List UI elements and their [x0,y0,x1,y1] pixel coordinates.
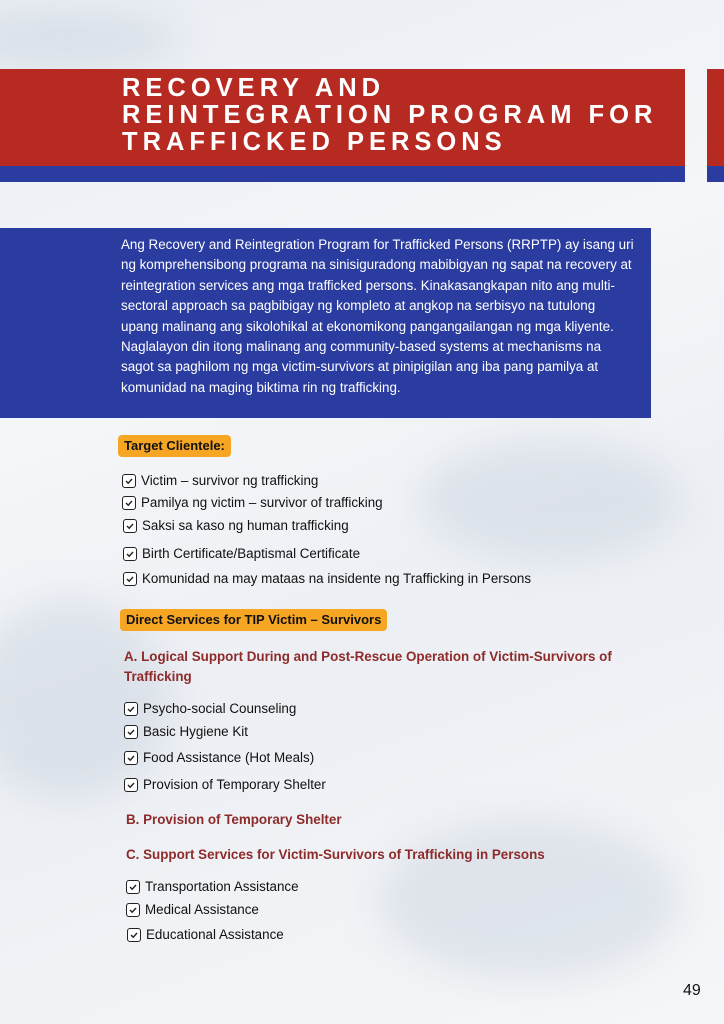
checkbox-icon [123,572,137,586]
section-b-title: B. Provision of Temporary Shelter [126,812,342,827]
background-texture [420,440,680,560]
checkbox-icon [123,519,137,533]
background-texture [380,820,680,980]
checkbox-icon [124,778,138,792]
list-item-label: Komunidad na may mataas na insidente ng Trafficking in Persons [142,571,532,586]
page-number: 49 [683,982,701,999]
list-item-label: Saksi sa kaso ng human trafficking [142,518,349,533]
list-item-label: Educational Assistance [146,927,284,942]
section-a-title: A. Logical Support During and Post-Rescue Operation of Victim-Survivors of Trafficking [124,649,612,684]
checkbox-icon [126,903,140,917]
intro-text: Ang Recovery and Reintegration Program for Trafficked Persons (RRPTP) ay isang uri ng komprehensibong programa na sinisiguradong mabibigyan ng sapat na recovery at reintegration services ang mga trafficked persons. Kinakasangkapan nito ang multi-sectoral approach sa pagbibigay ng kompleto at angkop na serbisyo na tutulong upang malinang ang sikolohikal at ekonomikong pangangailangan ng mga kliyente. Naglalayon din itong malinang ang community-based systems at mechanisms na sagot sa paghilom ng mga victim-survivors at pinipigilan ang iba pang pamilya at komunidad na maging biktima rin ng trafficking. [121,237,634,395]
list-item [122,495,383,510]
checkbox-icon [127,928,141,942]
list-item-label: Basic Hygiene Kit [143,724,248,739]
checkbox-icon [124,751,138,765]
list-item [124,750,314,765]
header-red-band-right [707,69,724,166]
target-clientele-label: Target Clientele: [118,435,231,457]
list-item [122,473,318,488]
header-blue-strip-right [707,166,724,182]
list-item-label: Psycho-social Counseling [143,701,297,716]
intro-panel [0,228,651,418]
checkbox-icon [123,547,137,561]
direct-services-label: Direct Services for TIP Victim – Survivors [120,609,387,631]
list-item [126,879,299,894]
checkbox-icon [122,496,136,510]
checkbox-icon [124,702,138,716]
checkbox-icon [124,725,138,739]
list-item [126,902,259,917]
section-c-title: C. Support Services for Victim-Survivors of Trafficking in Persons [126,847,545,862]
list-item [123,546,360,561]
list-item-label: Victim – survivor ng trafficking [141,473,319,488]
list-item [123,518,349,533]
list-item [124,777,326,792]
header-blue-strip [0,166,685,182]
checkbox-icon [122,474,136,488]
list-item [124,701,296,716]
list-item-label: Food Assistance (Hot Meals) [143,750,315,765]
list-item-label: Provision of Temporary Shelter [143,777,326,792]
list-item-label: Medical Assistance [145,902,259,917]
checkbox-icon [126,880,140,894]
list-item-label: Birth Certificate/Baptismal Certificate [142,546,361,561]
page-title: RECOVERY AND REINTEGRATION PROGRAM FOR TRAFFICKED PERSONS [122,74,658,156]
list-item [124,724,248,739]
list-item [127,927,284,942]
list-item-label: Transportation Assistance [145,879,299,894]
list-item-label: Pamilya ng victim – survivor of trafficking [141,495,383,510]
background-texture [0,10,180,70]
list-item [123,571,531,586]
